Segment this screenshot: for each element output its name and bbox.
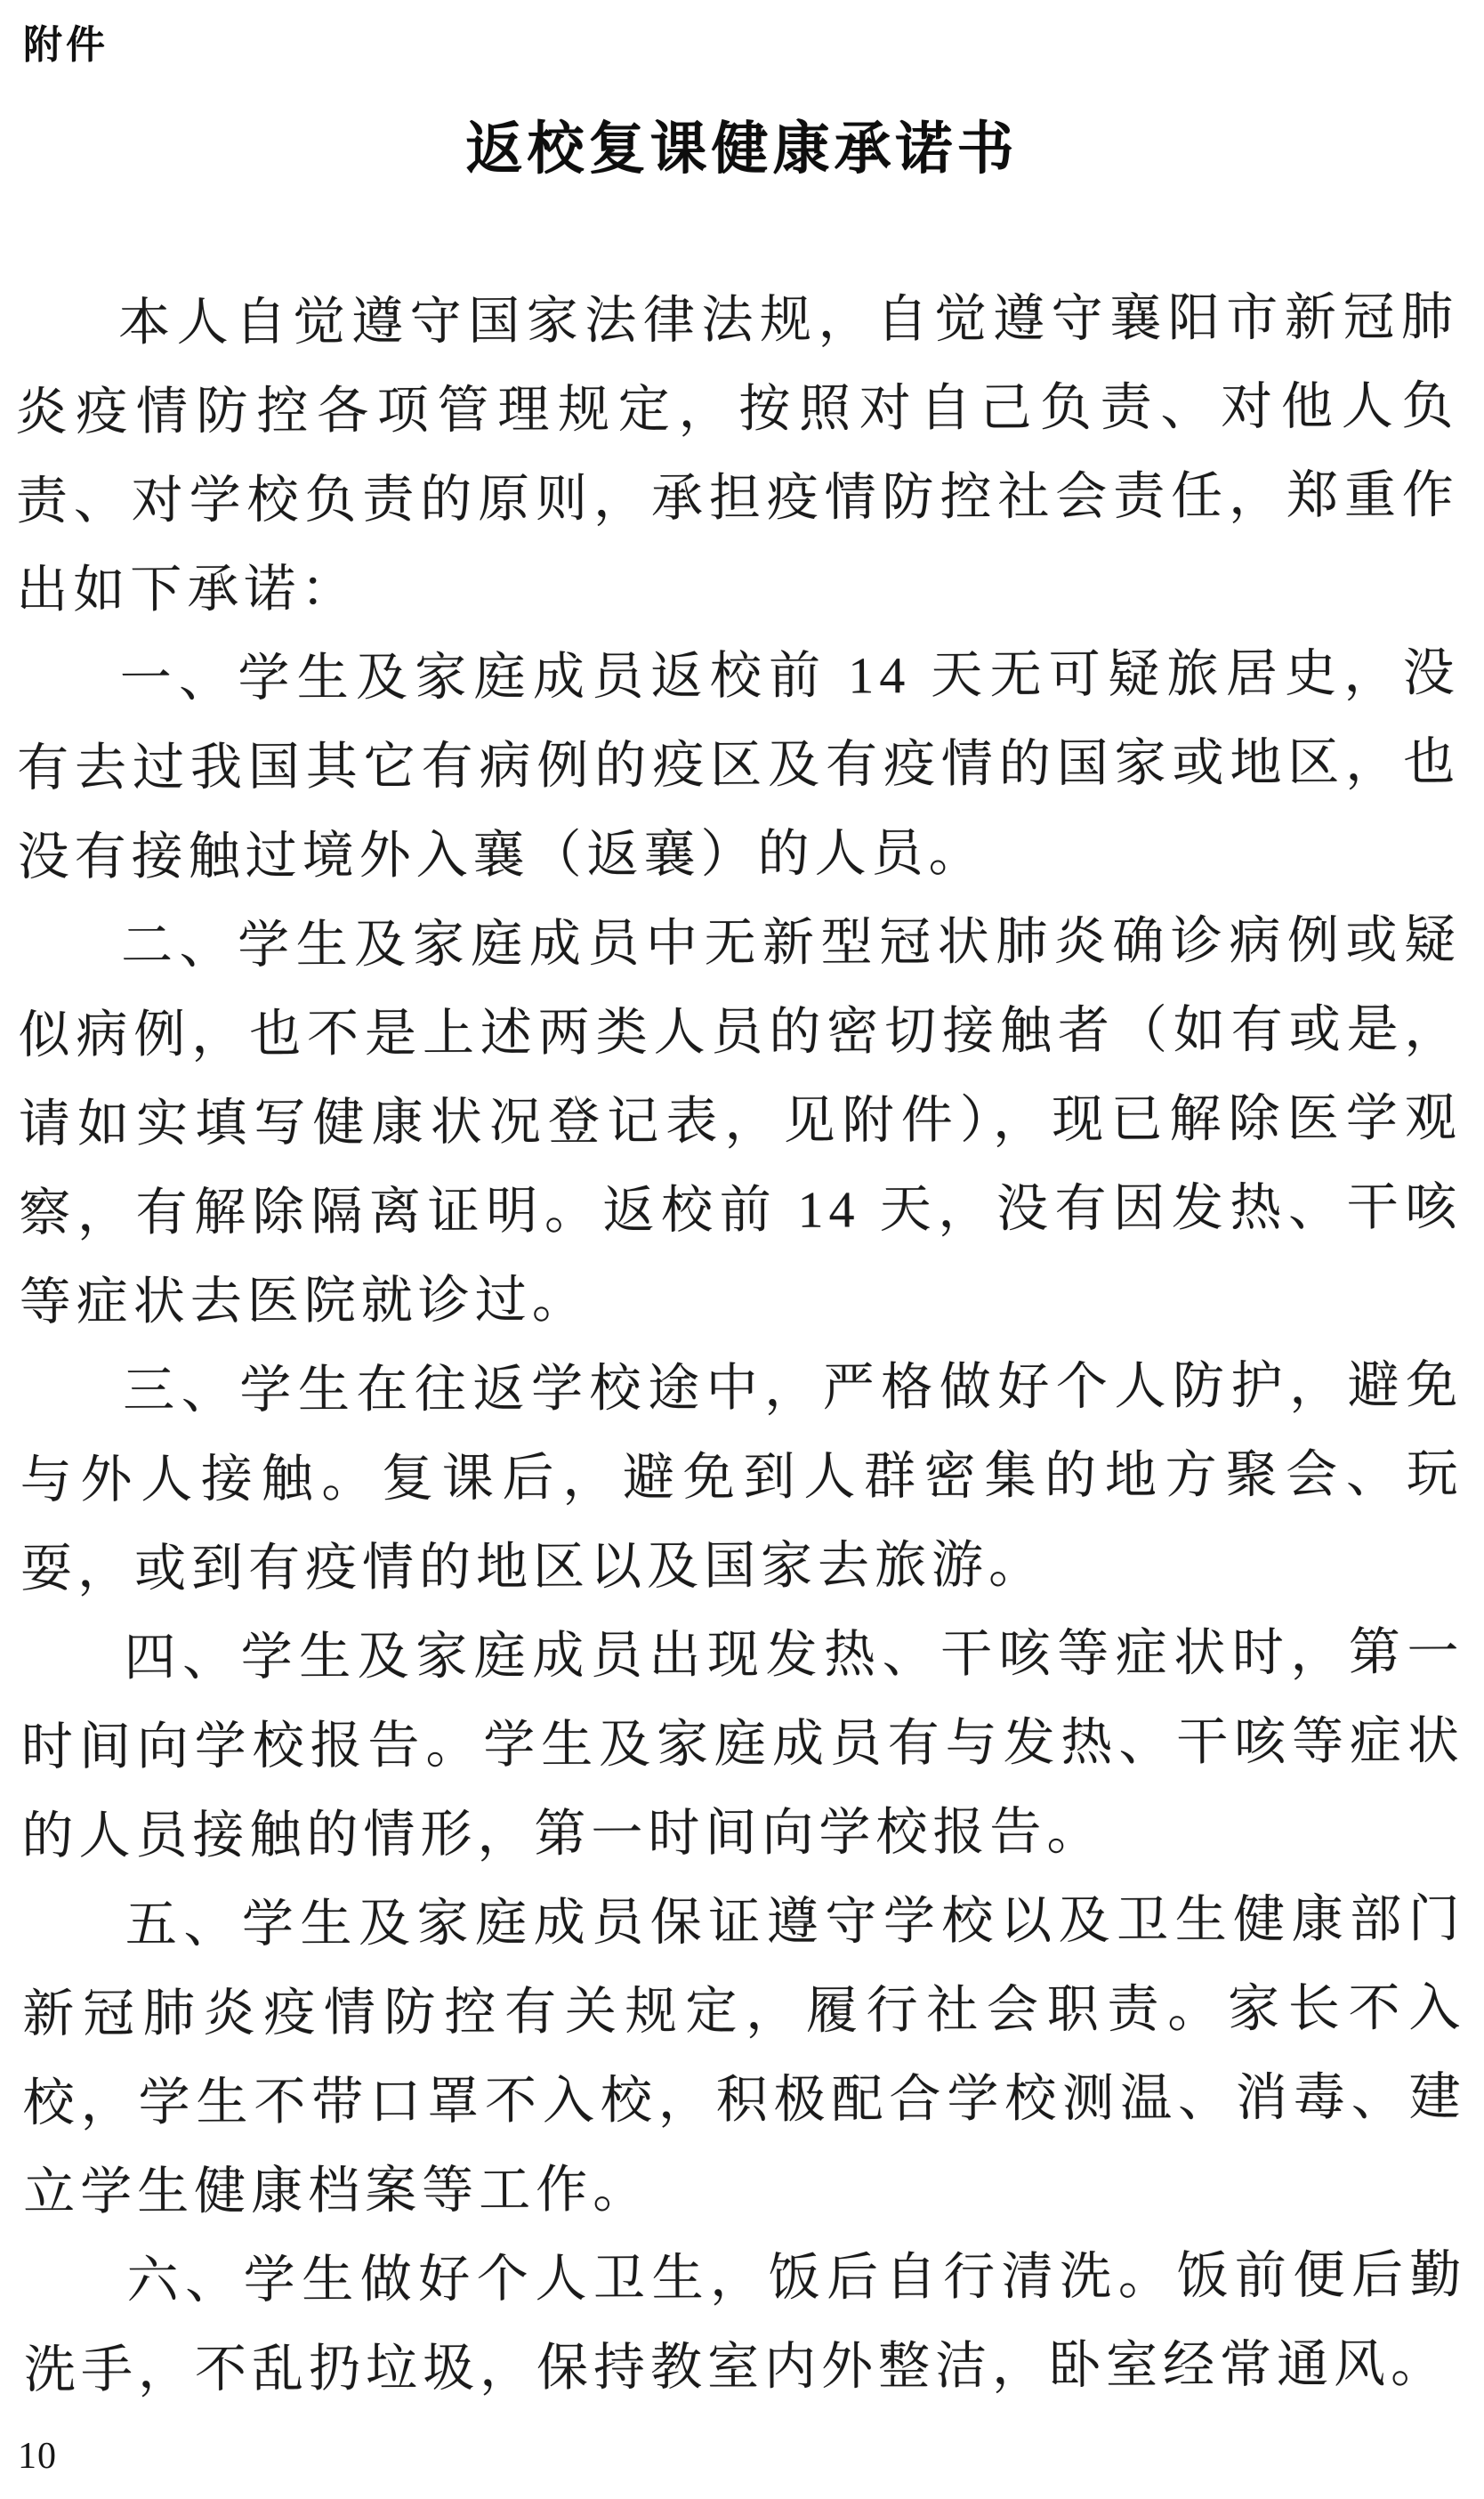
document-body (15, 272, 1467, 2414)
document-title: 返校复课健康承诺书 (465, 117, 1019, 181)
paragraph-item-5: 五、学生及家庭成员保证遵守学校以及卫生健康部门新冠肺炎疫情防控有关规定，履行社会职责。家长不入校，学生不带口罩不入校，积极配合学校测温、消毒、建立学生健康档案等工作。 (22, 1889, 1466, 2221)
paragraph-item-6: 六、学生做好个人卫生，饭后自行清洗。饭前便后勤洗手，不乱扔垃圾，保持教室内外整洁，卧室经常通风。 (23, 2245, 1467, 2399)
paragraph-item-1: 一、学生及家庭成员返校前 14 天无可疑旅居史，没有去过我国其它有病例的疫区及有疫情的国家或地区，也没有接触过境外入襄（返襄）的人员。 (17, 643, 1461, 886)
paragraph-intro: 本人自觉遵守国家法律法规，自觉遵守襄阳市新冠肺炎疫情防控各项管理规定，按照对自己负责、对他人负责、对学校负责的原则，承担疫情防控社会责任，郑重作出如下承诺： (15, 287, 1459, 619)
paragraph-item-3: 三、学生在往返学校途中，严格做好个人防护，避免与外人接触。复课后，避免到人群密集的地方聚会、玩耍，或到有疫情的地区以及国家去旅游。 (20, 1355, 1464, 1598)
attachment-label: 附件 (23, 23, 109, 67)
paragraph-item-4: 四、学生及家庭成员出现发热、干咳等症状时，第一时间向学校报告。学生及家庭成员有与发热、干咳等症状的人员接触的情形，第一时间向学校报告。 (20, 1622, 1465, 1865)
paragraph-item-2: 二、学生及家庭成员中无新型冠状肺炎确诊病例或疑似病例，也不是上述两类人员的密切接触者（如有或是，请如实填写健康状况登记表，见附件），现已解除医学观察，有解除隔离证明。返校前 14 天，没有因发热、干咳等症状去医院就诊过。 (18, 910, 1463, 1331)
page-number: 10 (18, 2436, 57, 2477)
